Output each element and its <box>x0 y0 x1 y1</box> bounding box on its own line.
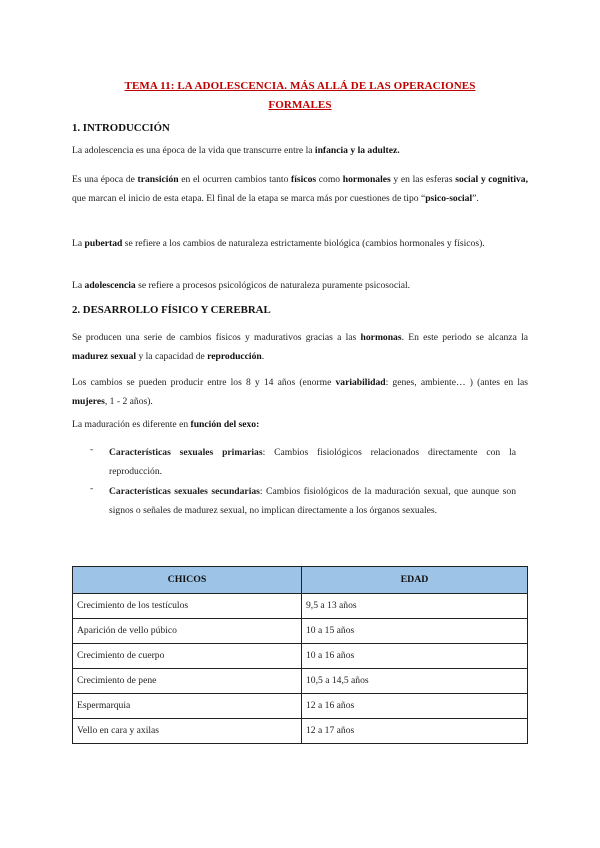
paragraph-intro-1: La adolescencia es una época de la vida que transcurre entre la infancia y la adultez. <box>72 145 400 156</box>
table-row <box>73 719 528 744</box>
cell-age: 10 a 15 años <box>302 619 528 644</box>
paragraph-cambios-edad: Los cambios se pueden producir entre los 8 y 14 años (enorme variabilidad: genes, ambiente… ) (antes en las mujeres, 1 - 2 años). <box>72 377 528 407</box>
section-heading-desarrollo: 2. DESARROLLO FÍSICO Y CEREBRAL <box>72 304 271 316</box>
table-row <box>73 669 528 694</box>
cell-change: Vello en cara y axilas <box>73 719 302 744</box>
paragraph-maduracion-sexo: La maduración es diferente en función del sexo: <box>72 419 260 430</box>
cell-change: Aparición de vello púbico <box>73 619 302 644</box>
table-header-row <box>73 567 528 594</box>
cell-change: Crecimiento de pene <box>73 669 302 694</box>
table-row <box>73 594 528 619</box>
paragraph-adolescencia: La adolescencia se refiere a procesos psicológicos de naturaleza puramente psicosocial. <box>72 280 411 291</box>
document-title <box>72 77 528 115</box>
column-header-edad: EDAD <box>302 567 528 594</box>
paragraph-pubertad: La pubertad se refiere a los cambios de naturaleza estrictamente biológica (cambios hormonales y físicos). <box>72 238 485 249</box>
table-row <box>73 644 528 669</box>
cell-age: 12 a 17 años <box>302 719 528 744</box>
list-item <box>92 443 516 481</box>
maturation-table <box>72 566 528 744</box>
paragraph-intro-2: Es una época de transición en el ocurren cambios tanto físicos como hormonales y en las esferas social y cognitiva, que marcan el inicio de esta etapa. El final de la etapa se marca más por cuestiones de tipo “psico-social”. <box>72 174 528 204</box>
bullet-text: Características sexuales secundarias: Cambios fisiológicos de la maduración sexual, que aunque son signos o señales de madurez sexual, no implican directamente a los órganos sexuales. <box>109 486 516 516</box>
cell-age: 12 a 16 años <box>302 694 528 719</box>
title-line-1: TEMA 11: LA ADOLESCENCIA. MÁS ALLÁ DE LAS OPERACIONES <box>124 80 476 92</box>
cell-change: Espermarquia <box>73 694 302 719</box>
cell-age: 10 a 16 años <box>302 644 528 669</box>
column-header-chicos: CHICOS <box>73 567 302 594</box>
cell-change: Crecimiento de cuerpo <box>73 644 302 669</box>
bullet-dash: - <box>90 444 94 455</box>
bullet-dash: - <box>90 483 94 494</box>
table-row <box>73 619 528 644</box>
list-item <box>92 482 516 520</box>
table-row <box>73 694 528 719</box>
paragraph-hormonas: Se producen una serie de cambios físicos y madurativos gracias a las hormonas. En este periodo se alcanza la madurez sexual y la capacidad de reproducción. <box>72 332 528 362</box>
cell-age: 9,5 a 13 años <box>302 594 528 619</box>
section-heading-introduccion: 1. INTRODUCCIÓN <box>72 122 170 134</box>
cell-change: Crecimiento de los testículos <box>73 594 302 619</box>
title-line-2: FORMALES <box>268 99 332 111</box>
cell-age: 10,5 a 14,5 años <box>302 669 528 694</box>
bullet-text: Características sexuales primarias: Cambios fisiológicos relacionados directamente con la reproducción. <box>109 447 516 477</box>
